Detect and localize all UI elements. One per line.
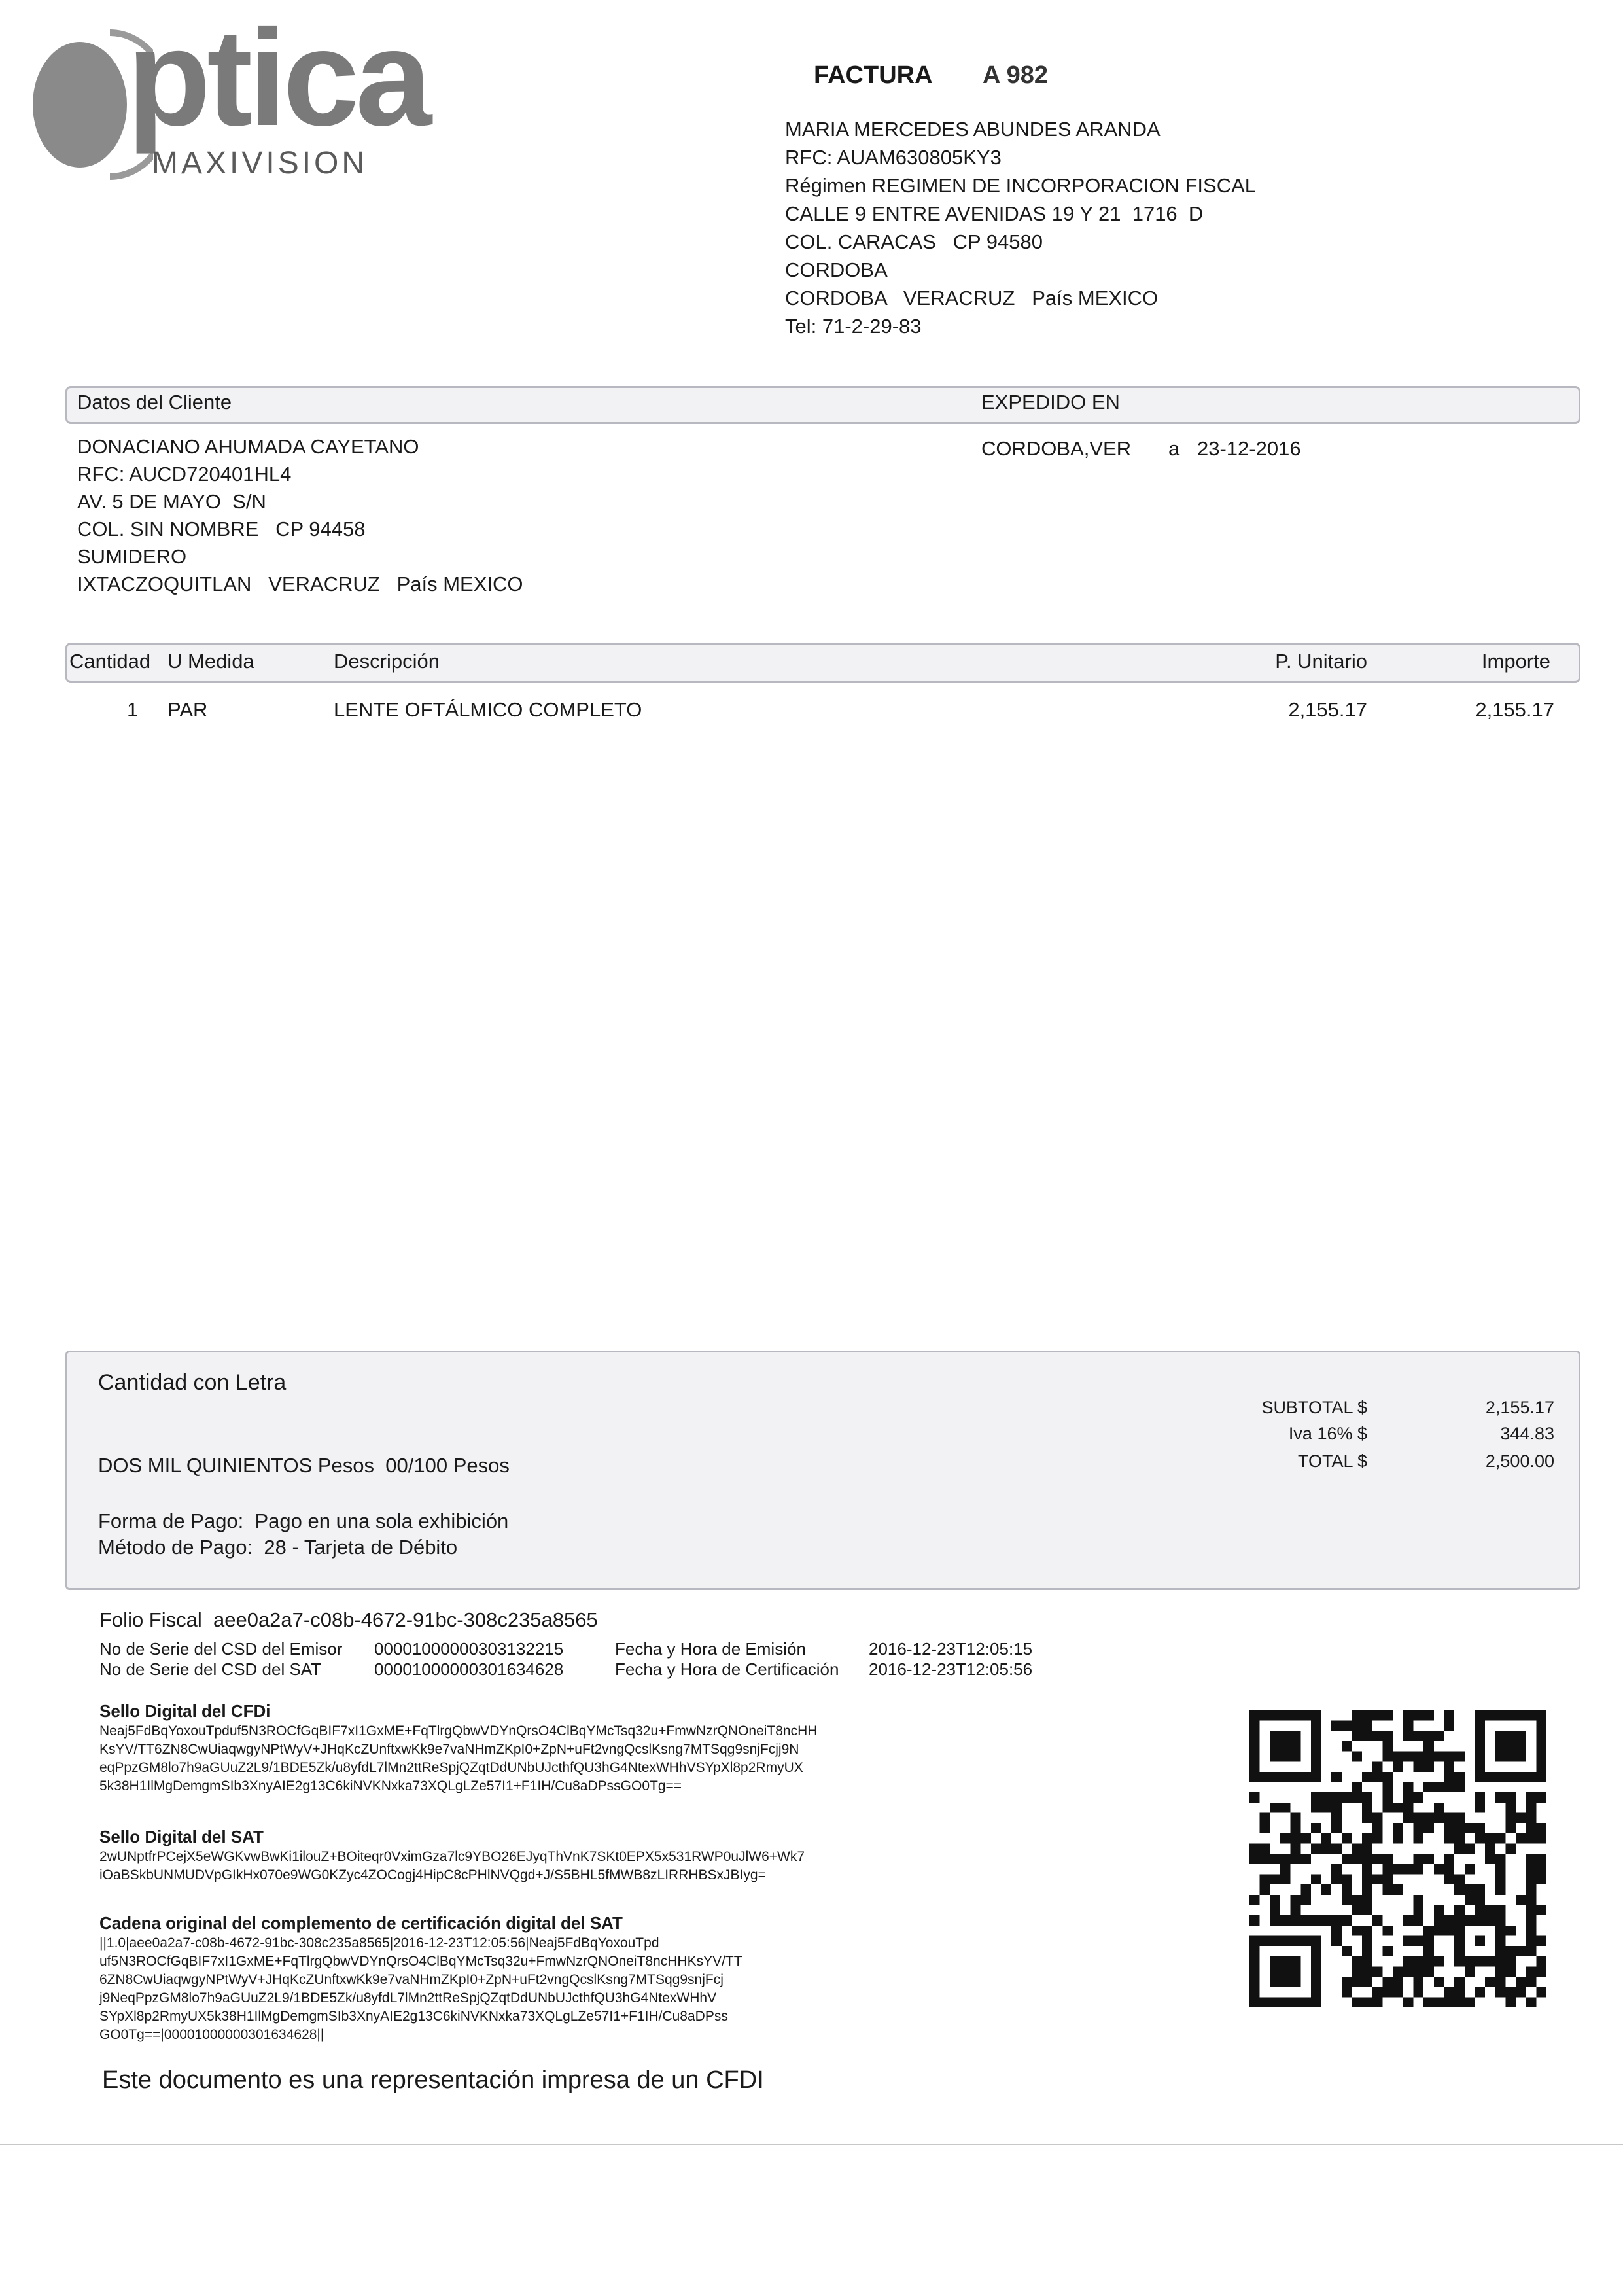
cfdi-footer-note: Este documento es una representación impresa de un CFDI [102,2066,764,2094]
client-line: AV. 5 DE MAYO S/N [77,490,266,513]
cert-value: 2016-12-23T12:05:56 [869,1659,1033,1679]
item-price: 2,155.17 [1288,698,1367,721]
client-header-bar [65,386,1580,424]
sello-sat-block [99,1848,805,1884]
subtotal-label: SUBTOTAL $ [1261,1398,1367,1417]
cadena-line: SYpXl8p2RmyUX5k38H1IlMgDemgmSIb3XnyAIE2g13C6kiNVKNxka73XQLgLZe57I1+F1IH/Cu8aDPss [99,2009,728,2024]
sello-cfdi-line: 5k38H1IlMgDemgmSIb3XnyAIE2g13C6kiNVKNxka73XQLgLZe57I1+F1IH/Cu8aDPssGO0Tg== [99,1778,682,1793]
issuer-line: Régimen REGIMEN DE INCORPORACION FISCAL [785,174,1257,197]
amount-words: DOS MIL QUINIENTOS Pesos 00/100 Pesos [98,1454,510,1477]
client-line: SUMIDERO [77,545,187,568]
logo-subtitle: MAXIVISION [152,146,368,181]
issuer-block [785,115,1256,340]
iva-label: Iva 16% $ [1288,1424,1367,1443]
issuer-line: CORDOBA [785,258,888,281]
csd-sat-value: 00001000000301634628 [374,1659,564,1679]
bottom-divider [0,2144,1623,2145]
total-label: TOTAL $ [1297,1451,1367,1471]
cadena-line: ||1.0|aee0a2a7-c08b-4672-91bc-308c235a8565|2016-12-23T12:05:56|Neaj5FdBqYoxouTpd [99,1935,659,1951]
cadena-line: GO0Tg==|00001000000301634628|| [99,2027,324,2042]
expedido-date: 23-12-2016 [1197,437,1301,460]
csd-sat-label: No de Serie del CSD del SAT [99,1659,322,1679]
cadena-line: 6ZN8CwUiaqwgyNPtWyV+JHqKcZUnftxwKk9e7vaNHmZKpI0+ZpN+uFt2vngQcslKsng7MTSqg9snjFcj [99,1972,724,1987]
subtotal-value: 2,155.17 [1485,1398,1554,1417]
invoice-title: FACTURA [814,62,933,89]
sello-cfdi-line: KsYV/TT6ZN8CwUiaqwgyNPtWyV+JHqKcZUnftxwKk9e7vaNHmZKpI0+ZpN+uFt2vngQcslKsng7MTSqg9snjFcjj9N [99,1742,799,1757]
item-qty: 1 [127,698,139,721]
col-price: P. Unitario [1275,650,1367,673]
emision-label: Fecha y Hora de Emisión [615,1639,806,1659]
emision-value: 2016-12-23T12:05:15 [869,1639,1033,1659]
cadena-block [99,1934,742,2044]
sello-sat-line: iOaBSkbUNMUDVpGIkHx070e9WG0KZyc4ZOCogj4HipC8cPHlNVQgd+J/S5BHL5fMWB8zLIRRHBSxJBIyg= [99,1867,766,1882]
sello-cfdi-line: eqPpzGM8lo7h9aGUuZ2L9/1BDE5Zk/u8yfdL7lMn2ttReSpjQZqtDdUNbUJcthfQU3hG4NtexWHhVSYpXl8p2RmyUX [99,1760,803,1775]
cert-label: Fecha y Hora de Certificación [615,1659,839,1679]
item-desc: LENTE OFTÁLMICO COMPLETO [334,698,642,721]
col-amount: Importe [1481,650,1550,673]
folio-fiscal: Folio Fiscal aee0a2a7-c08b-4672-91bc-308c235a8565 [99,1608,598,1631]
cadena-line: j9NeqPpzGM8lo7h9aGUuZ2L9/1BDE5Zk/u8yfdL7lMn2ttReSpjQZqtDdUNbUJcthfQU3hG4NtexWHhV [99,1990,717,2005]
client-section-label: Datos del Cliente [77,391,232,414]
sello-cfdi-title: Sello Digital del CFDi [99,1701,271,1721]
col-desc: Descripción [334,650,440,673]
expedido-separator: a [1168,437,1180,460]
cadena-line: uf5N3ROCfGqBIF7xI1GxME+FqTlrgQbwVDYnQrsO4ClBqYMcTsq32u+FmwNzrQNOneiT8ncHHKsYV/TT [99,1954,742,1969]
total-value: 2,500.00 [1485,1451,1554,1471]
iva-value: 344.83 [1500,1424,1554,1443]
payment-method: Método de Pago: 28 - Tarjeta de Débito [98,1536,458,1559]
sello-cfdi-line: Neaj5FdBqYoxouTpduf5N3ROCfGqBIF7xI1GxME+FqTlrgQbwVDYnQrsO4ClBqYMcTsq32u+FmwNzrQNOneiT8ncHH [99,1723,818,1739]
sello-sat-line: 2wUNptfrPCejX5eWGKvwBwKi1ilouZ+BOiteqr0VximGza7lc9YBO26EJyqThVnK7SKt0EPX5x531RWP0uJlW6+Wk7 [99,1849,805,1864]
item-unit: PAR [167,698,208,721]
sello-cfdi-block [99,1722,817,1795]
issuer-line: COL. CARACAS CP 94580 [785,230,1043,253]
payment-form: Forma de Pago: Pago en una sola exhibición [98,1510,509,1532]
logo-wordmark: ptica [127,1,428,154]
csd-emisor-label: No de Serie del CSD del Emisor [99,1639,343,1659]
issuer-line: CALLE 9 ENTRE AVENIDAS 19 Y 21 1716 D [785,202,1204,225]
col-qty: Cantidad [69,650,151,673]
client-line: RFC: AUCD720401HL4 [77,463,292,486]
client-line: DONACIANO AHUMADA CAYETANO [77,435,419,458]
issuer-line: CORDOBA VERACRUZ País MEXICO [785,287,1159,309]
client-line: IXTACZOQUITLAN VERACRUZ País MEXICO [77,573,523,595]
client-line: COL. SIN NOMBRE CP 94458 [77,518,366,540]
item-amount: 2,155.17 [1475,698,1554,721]
qr-code-icon [1249,1710,1546,2007]
expedido-place: CORDOBA,VER [981,437,1132,460]
invoice-folio: A 982 [983,62,1048,89]
amount-words-label: Cantidad con Letra [98,1370,287,1395]
issuer-line: RFC: AUAM630805KY3 [785,146,1002,169]
expedido-label: EXPEDIDO EN [981,391,1120,414]
issuer-line: MARIA MERCEDES ABUNDES ARANDA [785,118,1161,141]
sello-sat-title: Sello Digital del SAT [99,1827,264,1846]
csd-emisor-value: 00001000000303132215 [374,1639,564,1659]
client-block [77,433,523,598]
col-unit: U Medida [167,650,254,673]
issuer-line: Tel: 71-2-29-83 [785,315,922,338]
cadena-title: Cadena original del complemento de certificación digital del SAT [99,1913,623,1933]
